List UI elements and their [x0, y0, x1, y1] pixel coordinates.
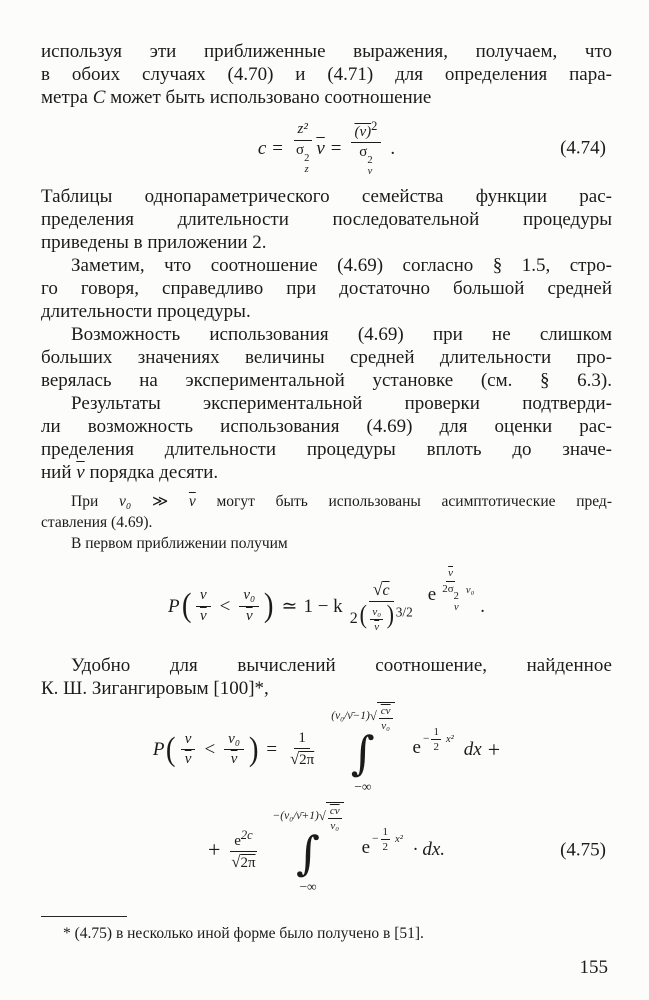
e-symbol: e: [412, 737, 421, 759]
superscript: 2: [453, 590, 459, 602]
fraction: [381, 826, 391, 853]
fraction-denominator: 2: [433, 741, 439, 754]
paragraph-line: используя эти приближенные выражения, получаем, что: [41, 41, 612, 62]
fraction-numerator: [351, 119, 382, 143]
fraction-numerator: ν₀: [224, 731, 244, 750]
paragraph-line: ли возможность использования (4.69) для оценки рас-: [41, 416, 612, 437]
coefficient-2: 2: [349, 610, 358, 628]
radicand-2pi: 2π: [240, 854, 256, 871]
exponent-2c: 2c: [240, 827, 253, 842]
fraction-denominator: [286, 749, 318, 769]
fraction-denominator: 2: [382, 841, 389, 854]
exponent: [423, 726, 454, 753]
radical-sign: √: [290, 749, 300, 769]
e-symbol: e: [361, 837, 371, 859]
integral: [331, 702, 394, 799]
approx-equal-sign: ≃: [281, 595, 298, 617]
left-paren: (: [359, 600, 367, 630]
fraction-numerator: ν: [181, 731, 196, 750]
nu-bar: $\overline{\nu}$: [76, 462, 85, 483]
e-symbol: e: [427, 584, 437, 606]
formula-body: [168, 567, 485, 634]
fraction-denominator: ν: [199, 607, 207, 624]
nu-bar: $\overline{\nu}$: [188, 493, 196, 510]
fraction-denominator: ν: [184, 751, 192, 768]
exponent-three-halves: 3/2: [395, 604, 413, 620]
integral: [273, 802, 344, 899]
fraction: [370, 606, 383, 633]
radical-sign: √: [369, 709, 377, 724]
fraction-denominator: [292, 141, 313, 175]
paragraph-line: Заметим, что соотношение (4.69) согласно § 1.5, стро-: [71, 255, 612, 276]
paragraph-line: [41, 86, 612, 109]
fraction: [351, 119, 382, 177]
integral-lower-limit: −∞: [354, 779, 372, 795]
paragraph-line: Таблицы однопараметрического семейства функции рас-: [41, 186, 612, 207]
paragraph-line: верялась на экспериментальной установке (см. § 6.3).: [41, 370, 612, 391]
paragraph-line: пределения длительности последовательной процедуры: [41, 209, 612, 230]
paragraph-6: [41, 654, 612, 700]
radical-sign: √: [231, 851, 241, 871]
paragraph-line: В первом приближении получим: [71, 535, 288, 552]
radical-sign: √: [318, 809, 326, 824]
formula-body: [153, 702, 500, 799]
integral-sign: ∫: [296, 825, 321, 880]
fraction-numerator: ν₀: [239, 587, 259, 606]
equals-sign: =: [330, 137, 342, 159]
left-paren: (: [181, 586, 192, 624]
paragraph-5: [41, 392, 612, 484]
x-squared: x²: [395, 834, 403, 846]
nu-bar: $\overline{\nu}$: [316, 137, 325, 159]
fraction: [328, 805, 342, 832]
exponential-term: [361, 826, 403, 863]
paragraph-3: [41, 254, 612, 323]
math-var-C: C: [92, 87, 106, 108]
fraction-denominator: [346, 602, 417, 633]
fraction-numerator: ν₀: [370, 606, 383, 620]
paragraph-4: [41, 323, 612, 392]
fraction-numerator: 1: [294, 730, 310, 749]
exponent: [438, 567, 474, 612]
radical-sign: √: [372, 578, 383, 599]
fraction-denominator: [440, 582, 461, 613]
sup-sub-stack: [454, 591, 459, 613]
superscript: 2: [367, 155, 373, 167]
exponent: [372, 826, 403, 853]
right-paren: ): [386, 600, 395, 630]
paragraph-line: [41, 491, 612, 512]
fraction: [239, 587, 259, 625]
fraction-numerator: [379, 705, 393, 719]
exponential-term: [427, 567, 475, 628]
coefficient-fraction: [227, 828, 259, 873]
paragraph-line: приведены в приложении 2.: [41, 232, 267, 253]
subscript: ν: [453, 601, 459, 613]
fraction-numerator: [369, 579, 394, 602]
text-run: ний: [41, 462, 77, 483]
radicand-c: c: [382, 581, 390, 599]
paragraph-line: ставления (4.69).: [41, 514, 153, 531]
left-paren: (: [166, 730, 176, 768]
text-run: может быть использовано соотношение: [105, 87, 432, 108]
paragraph-line: [41, 461, 612, 484]
sup-sub-stack: [304, 153, 309, 175]
one-minus-k: 1 − k: [303, 595, 343, 617]
paragraph-1: [41, 40, 612, 109]
paragraph-line: больших значениях величины средней длительности про-: [41, 347, 612, 368]
coefficient-fraction: [286, 730, 318, 770]
page-number: 155: [579, 957, 608, 978]
fraction: [224, 731, 244, 769]
fraction-denominator: [227, 852, 259, 872]
formula-4-74-body: [258, 119, 395, 177]
right-paren: ): [264, 586, 274, 624]
c-nu-bar: cν: [380, 704, 391, 717]
plus-sign: +: [207, 837, 221, 863]
fraction-numerator: $\overline{\nu}$: [446, 567, 455, 581]
dx: dx: [463, 739, 482, 761]
equation-number: (4.75): [560, 839, 606, 861]
formula-4-75-line-2: [41, 800, 612, 900]
superscript: 2: [304, 152, 310, 164]
formula-first-approximation: [41, 562, 612, 650]
paragraph-2: [41, 185, 612, 254]
radicand: [326, 802, 344, 832]
paragraph-line: Результаты экспериментальной проверки подтверди-: [71, 393, 612, 414]
paragraph-line: го говоря, справедливо при достаточно большой средней: [41, 278, 612, 299]
fraction-numerator: 1: [431, 726, 441, 740]
fraction: [431, 726, 441, 753]
text-run: метра: [41, 87, 93, 108]
fraction-denominator: [355, 143, 376, 177]
paragraph-line: длительности процедуры.: [41, 301, 251, 322]
sup-sub-stack: [367, 155, 372, 177]
paragraph-line: в обоих случаях (4.70) и (4.71) для определения пара-: [41, 64, 612, 85]
limit-coefficient: −(ν₀/ν̄+1): [272, 810, 319, 823]
text-run: могут быть использованы асимптотические пред-: [195, 493, 612, 510]
subscript: ν: [367, 166, 373, 178]
two-sigma: 2σ: [442, 582, 454, 595]
fraction: [292, 121, 313, 174]
e-symbol: e: [234, 832, 241, 849]
text-run: При: [71, 493, 119, 510]
paragraph-line: Удобно для вычислений соотношение, найденное: [71, 655, 612, 676]
nu-zero: ν₀: [465, 584, 475, 596]
equals-sign: =: [272, 137, 283, 159]
fraction: [379, 705, 393, 732]
fraction-numerator: ν: [196, 587, 211, 606]
limit-coefficient: (ν₀/ν̄−1): [331, 710, 370, 723]
exponential-term: [412, 726, 454, 763]
equals-sign: =: [266, 739, 278, 761]
footnote-text: * (4.75) в несколько иной форме было получено в [51].: [63, 925, 424, 942]
fraction-numerator: [230, 828, 256, 852]
fraction-numerator: z²: [294, 121, 312, 140]
superscript: 2: [371, 118, 378, 133]
minus-sign: −: [372, 833, 379, 846]
radicand-2pi: 2π: [299, 752, 315, 769]
fraction: [196, 587, 211, 625]
fraction: [181, 731, 196, 769]
less-than-sign: <: [204, 739, 216, 761]
nu-bar-paren: (ν): [354, 123, 372, 140]
radicand: [377, 702, 395, 732]
integral-sign: ∫: [350, 725, 375, 780]
much-greater-sign: ≫: [131, 493, 189, 510]
probability-P: P: [152, 739, 165, 761]
equation-number: (4.74): [560, 137, 606, 159]
right-paren: ): [248, 730, 259, 768]
fraction-denominator: ν: [245, 607, 253, 624]
period: .: [480, 595, 485, 617]
dot-dx: · dx.: [412, 839, 446, 861]
fraction-denominator: ν₀: [330, 819, 340, 832]
fraction-denominator: ν: [230, 751, 238, 768]
sigma-symbol: σ: [296, 141, 305, 158]
fraction: [440, 567, 461, 612]
minus-sign: −: [422, 733, 430, 746]
plus-sign: +: [487, 737, 501, 763]
probability-P: P: [168, 595, 180, 617]
text-run: порядка десяти.: [84, 462, 219, 483]
footnote-rule: [41, 916, 127, 917]
formula-body: [208, 802, 445, 899]
less-than-sign: <: [219, 595, 231, 617]
fraction-numerator: [328, 805, 342, 819]
period: .: [390, 137, 396, 159]
fraction-denominator: ν: [374, 621, 380, 634]
fraction-denominator: ν₀: [381, 719, 390, 732]
paragraph-line: Возможность использования (4.69) при не слишком: [71, 324, 612, 345]
integral-lower-limit: −∞: [299, 879, 317, 895]
main-fraction: [346, 579, 417, 633]
subscript: z: [304, 163, 309, 175]
fraction-numerator: 1: [381, 826, 391, 840]
sigma-symbol: σ: [359, 144, 368, 161]
small-print-paragraph: [41, 491, 612, 554]
x-squared: x²: [445, 734, 454, 746]
formula-4-74: [41, 119, 612, 177]
paragraph-line: пределения длительности процедуры вплоть до значе-: [41, 439, 612, 460]
formula-4-75-line-1: [41, 700, 612, 800]
math-var-c: c: [257, 137, 267, 159]
c-nu-bar: cν: [329, 804, 340, 817]
paragraph-line: К. Ш. Зигангировым [100]*,: [41, 678, 269, 699]
nu-zero: ν₀: [118, 493, 132, 510]
